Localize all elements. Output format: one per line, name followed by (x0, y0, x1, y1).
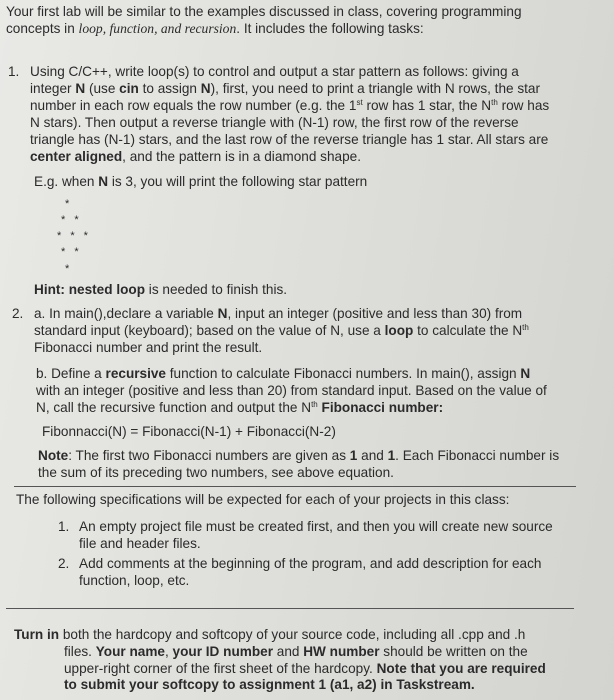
spec-2-line-2: function, loop, etc. (79, 573, 190, 588)
task-2a-line-1: a. In main(),declare a variable N, input an integer (positive and less than 30) from (34, 306, 523, 321)
specs-heading: The following specifications will be expected for each of your projects in this class: (16, 492, 510, 507)
star-row: * * (61, 214, 82, 226)
task-1-line-3: number in each row equals the row number (e.g. the 1st row has 1 star, the $N^{th}$ row has (30, 98, 550, 113)
task-1-example: E.g. when N is 3, you will print the following star pattern (34, 174, 368, 189)
task-2b-line-3: N, call the recursive function and output the $N^{th}$ Fibonacci number: (36, 400, 444, 415)
divider (6, 608, 574, 609)
task-1-line-2: integer N (use cin to assign N), first, you need to print a triangle with N rows, the star (30, 81, 541, 96)
spec-1-line-2: file and header files. (79, 536, 201, 551)
task-1-line-1: Using C/C++, write loop(s) to control and output a star pattern as follows: giving a (30, 64, 519, 79)
task-2b-line-2: with an integer (positive and less than 20) from standard input. Based on the value of (36, 383, 547, 398)
turn-in-line-1: Turn in both the hardcopy and softcopy of your source code, including all .cpp and .h (14, 627, 526, 642)
spec-1-number: 1. (58, 519, 70, 534)
intro-line-2: concepts in loop, function, and recursion. It includes the following tasks: (6, 21, 424, 36)
task-2b-line-1: b. Define a recursive function to calculate Fibonacci numbers. In main(), assign N (36, 366, 531, 381)
spec-2-number: 2. (58, 556, 70, 571)
turn-in-line-3: upper-right corner of the first sheet of the hardcopy. Note that you are required (64, 661, 546, 676)
task-2-note-line-1: Note: The first two Fibonacci numbers are given as 1 and 1. Each Fibonacci number is (38, 448, 560, 463)
star-row: * * (61, 246, 82, 258)
task-1-line-4: N stars). Then output a reverse triangle with (N-1) row, the first row of the reverse (30, 115, 519, 130)
spec-2-line-1: Add comments at the beginning of the program, and add description for each (79, 556, 542, 571)
task-1-line-6: center aligned, and the pattern is in a diamond shape. (30, 149, 361, 164)
turn-in-line-4: to submit your softcopy to assignment 1 (a1, a2) in Taskstream. (64, 677, 475, 692)
task-1-number: 1. (8, 64, 20, 79)
turn-in-line-2: files. Your name, your ID number and HW number should be written on the (64, 644, 528, 659)
task-2a-line-2: standard input (keyboard); based on the value of N, use a loop to calculate the $N^{th}$ (34, 323, 529, 338)
fibonacci-formula: Fibonnacci(N) = Fibonacci(N-1) + Fibonacci(N-2) (42, 424, 336, 439)
star-row: * (65, 198, 73, 210)
task-1-hint: Hint: nested loop is needed to finish this. (34, 282, 288, 297)
spec-1-line-1: An empty project file must be created first, and then you will create new source (79, 519, 553, 534)
star-row: * * * (57, 230, 91, 242)
divider (14, 486, 576, 487)
task-1-line-5: triangle has (N-1) stars, and the last row of the reverse triangle has 1 star. All stars are (30, 132, 549, 147)
task-2-note-line-2: the sum of its preceding two numbers, see above equation. (38, 465, 394, 480)
task-2a-line-3: Fibonacci number and print the result. (34, 340, 263, 355)
star-row: * (65, 263, 73, 275)
intro-line-1: Your first lab will be similar to the examples discussed in class, covering programming (6, 4, 522, 19)
task-2-number: 2. (12, 306, 24, 321)
